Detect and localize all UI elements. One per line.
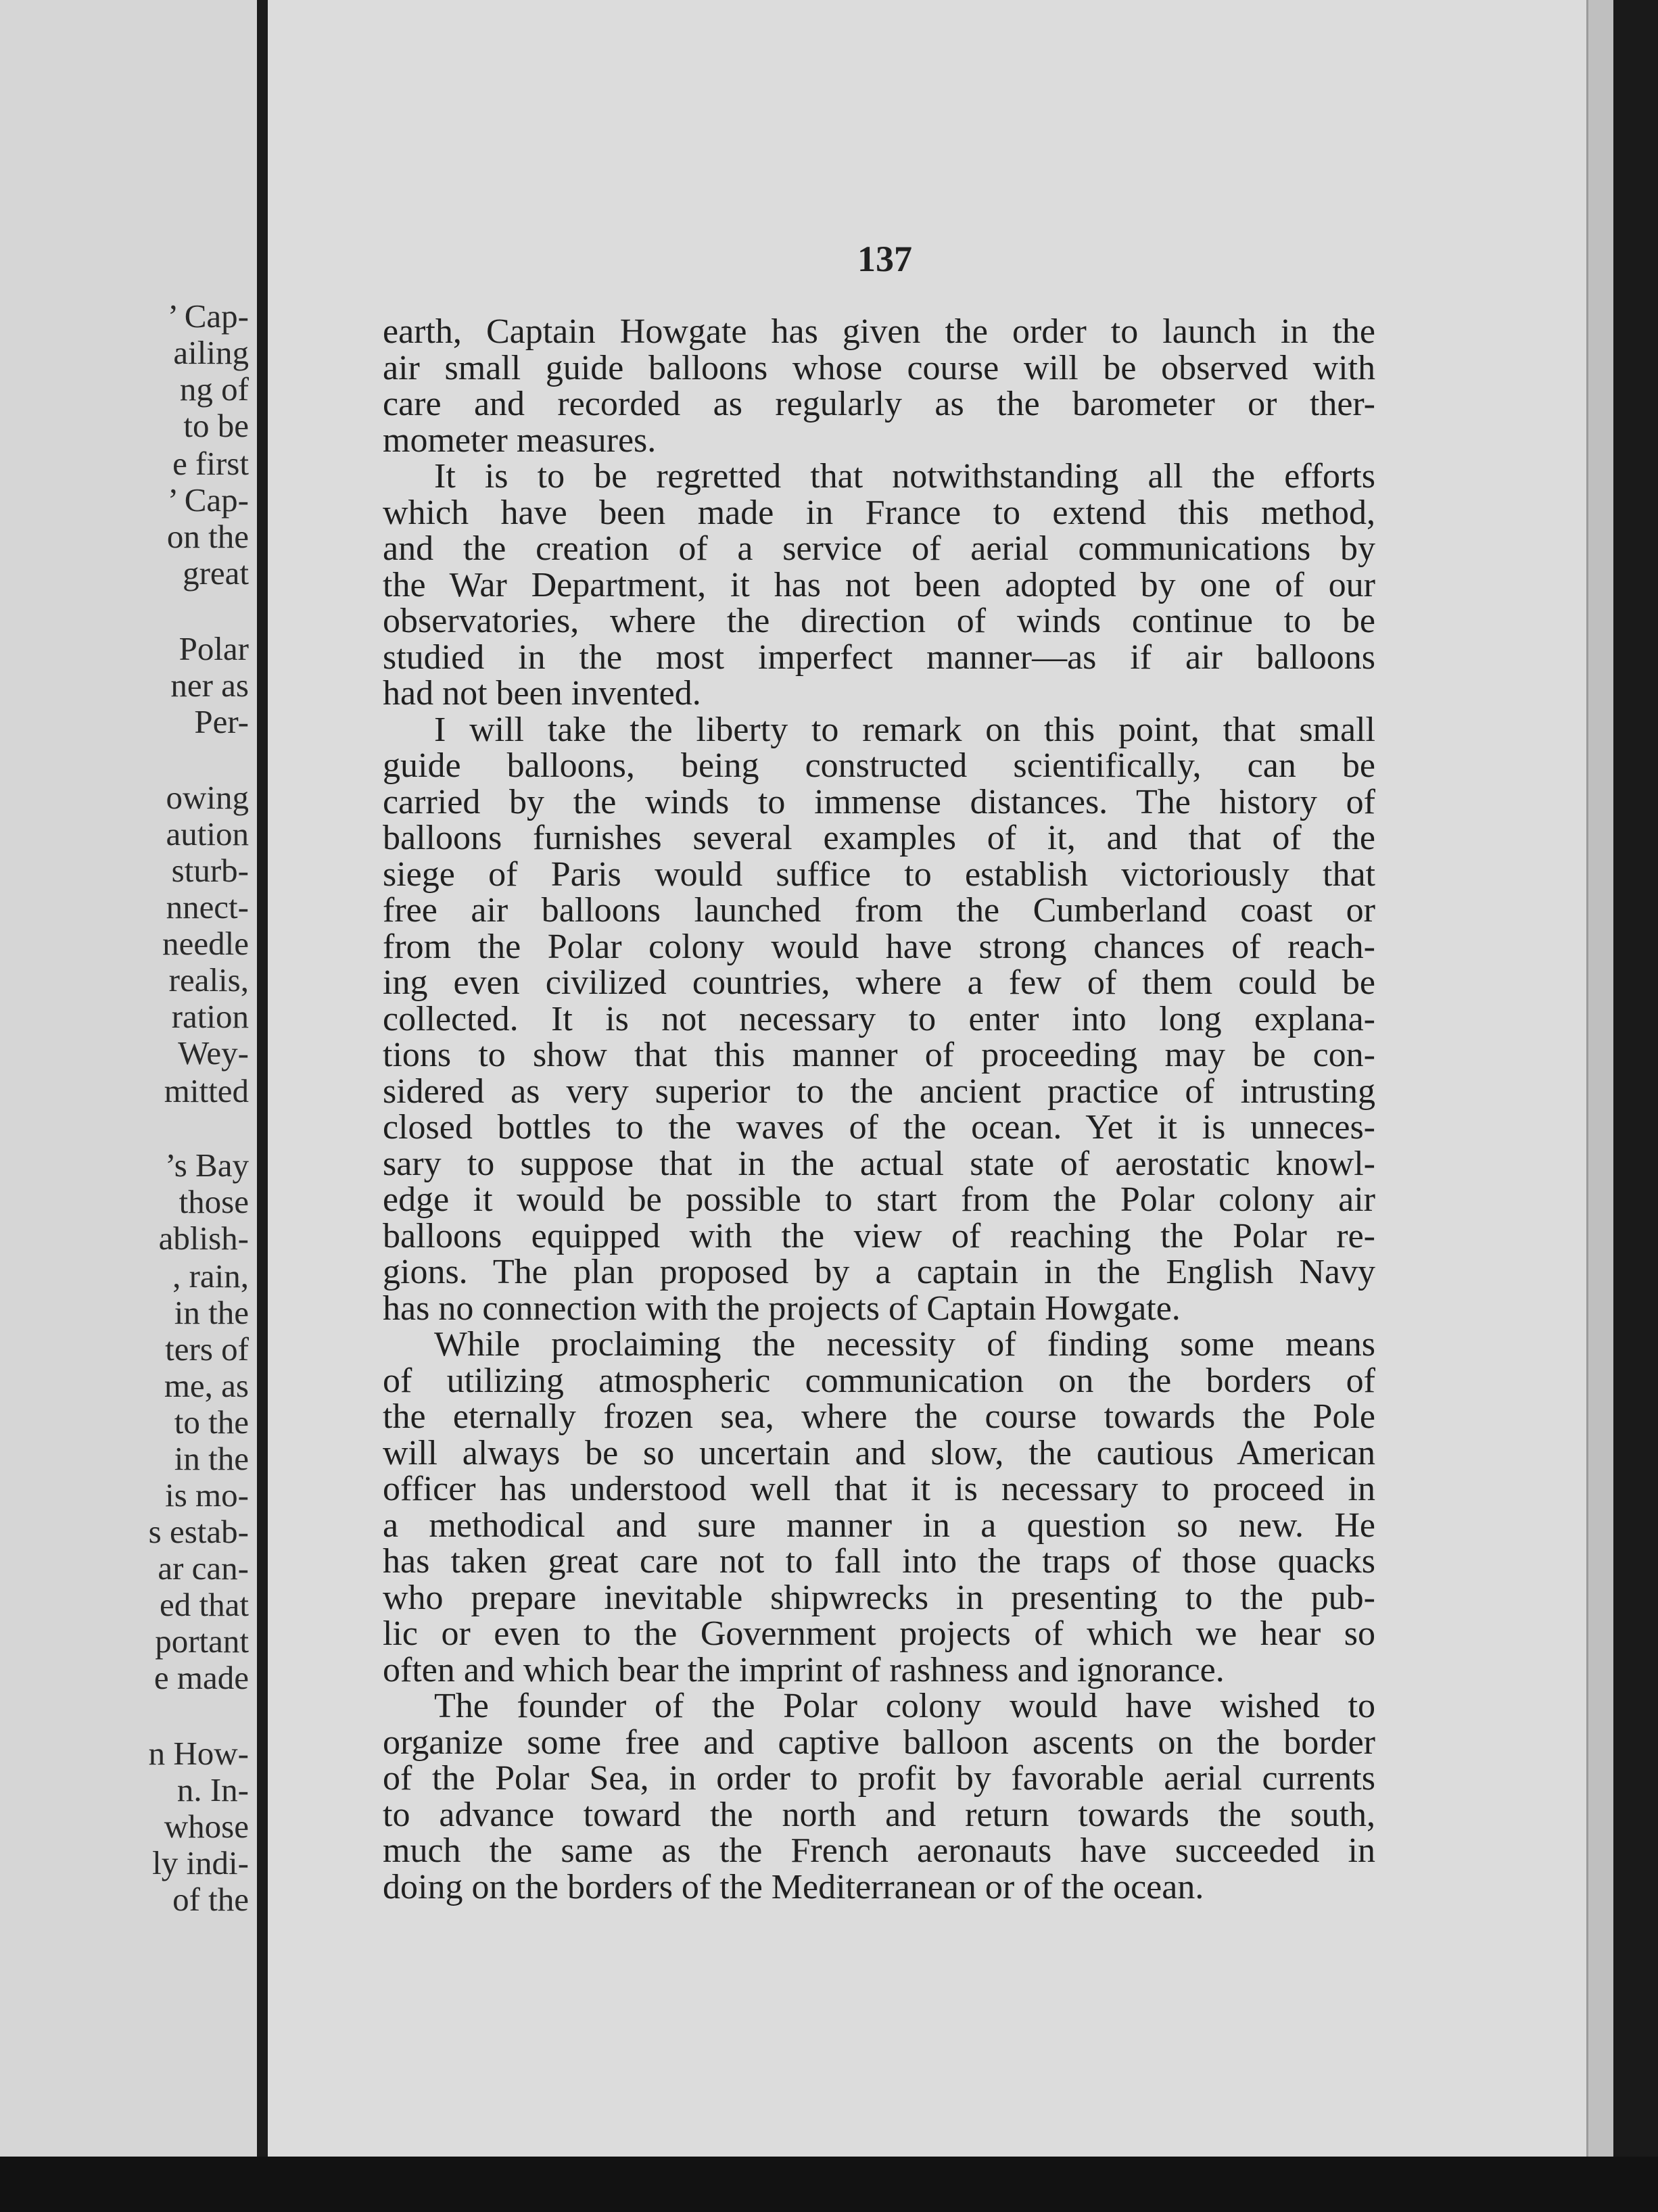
text-line: a methodical and sure manner in a question so new. He [383, 1506, 1375, 1545]
text-line: studied in the most imperfect manner—as if air balloons [383, 638, 1375, 677]
text-line: of utilizing atmospheric communication on the borders of [383, 1361, 1375, 1400]
left-page-line: me, as [164, 1367, 249, 1404]
text-line: collected. It is not necessary to enter into long explana- [383, 999, 1375, 1038]
page-number: 137 [857, 239, 912, 279]
text-line: tions to show that this manner of proceeding may be con- [383, 1036, 1375, 1074]
text-line: edge it would be possible to start from the Polar colony air [383, 1180, 1375, 1219]
left-page-line: owing [166, 779, 249, 816]
left-page-line: Polar [179, 630, 249, 667]
left-page-line: ablish- [158, 1220, 249, 1257]
text-line: balloons equipped with the view of reaching the Polar re- [383, 1216, 1375, 1255]
left-page-line: n How- [148, 1735, 249, 1772]
left-page-line: , rain, [172, 1257, 249, 1295]
text-line: While proclaiming the necessity of finding some means [434, 1325, 1375, 1364]
left-page-line: ration [171, 998, 249, 1035]
left-page-line: ters of [165, 1330, 249, 1368]
page-edge [1586, 0, 1615, 2157]
text-line: the eternally frozen sea, where the course towards the Pole [383, 1397, 1375, 1436]
left-page-fragment [0, 0, 257, 2157]
left-page-line: of the [172, 1881, 249, 1918]
page-gutter [257, 0, 268, 2157]
left-page-line: ’ Cap- [167, 297, 249, 335]
text-line: care and recorded as regularly as the barometer or ther- [383, 385, 1375, 423]
left-page-line: whose [164, 1808, 249, 1845]
left-page-line: portant [155, 1622, 249, 1660]
left-page-line: great [183, 554, 249, 592]
left-page-line: ’s Bay [165, 1147, 249, 1184]
left-page-line: realis, [168, 961, 249, 999]
text-line: The founder of the Polar colony would have wished to [434, 1687, 1375, 1725]
text-line: free air balloons launched from the Cumberland coast or [383, 891, 1375, 930]
text-line: guide balloons, being constructed scientifically, can be [383, 746, 1375, 785]
text-line: the War Department, it has not been adopted by one of our [383, 565, 1375, 604]
text-line: It is to be regretted that notwithstanding all the efforts [434, 457, 1375, 496]
text-line: sidered as very superior to the ancient practice of intrusting [383, 1072, 1375, 1111]
text-line: I will take the liberty to remark on this point, that small [434, 710, 1375, 749]
paragraph [383, 1688, 1375, 1905]
text-line: officer has understood well that it is necessary to proceed in [383, 1470, 1375, 1508]
text-line: closed bottles to the waves of the ocean. Yet it is unneces- [383, 1108, 1375, 1147]
text-line: has taken great care not to fall into the traps of those quacks [383, 1542, 1375, 1581]
left-page-line: to be [183, 407, 249, 444]
left-page-line: those [179, 1183, 249, 1220]
scan-border-right [1613, 0, 1658, 2157]
text-line: to advance toward the north and return towards the south, [383, 1795, 1375, 1834]
text-line: will always be so uncertain and slow, the cautious American [383, 1433, 1375, 1472]
left-page-line: Per- [194, 703, 249, 740]
left-page-line: ’ Cap- [167, 481, 249, 519]
left-page-line: ly indi- [152, 1844, 249, 1881]
text-line: earth, Captain Howgate has given the order to launch in the [383, 312, 1375, 351]
left-page-line: in the [174, 1294, 249, 1331]
text-line: from the Polar colony would have strong chances of reach- [383, 927, 1375, 966]
left-page-line: Wey- [178, 1034, 249, 1072]
text-line: sary to suppose that in the actual state of aerostatic knowl- [383, 1144, 1375, 1183]
text-line: siege of Paris would suffice to establish victoriously that [383, 855, 1375, 894]
left-page-line: to the [174, 1403, 249, 1441]
text-line: organize some free and captive balloon ascents on the border [383, 1723, 1375, 1762]
text-line: and the creation of a service of aerial communications by [383, 529, 1375, 568]
text-line: air small guide balloons whose course will be observed with [383, 348, 1375, 387]
text-line: carried by the winds to immense distances. The history of [383, 782, 1375, 821]
left-page-line: needle [162, 925, 249, 962]
left-page-line: ner as [170, 667, 249, 704]
text-line: lic or even to the Government projects of which we hear so [383, 1614, 1375, 1653]
left-page-line: mitted [164, 1072, 249, 1109]
left-page-line: sturb- [171, 852, 249, 889]
text-line: often and which bear the imprint of rashness and ignorance. [383, 1650, 1225, 1689]
text-line: ing even civilized countries, where a few of them could be [383, 963, 1375, 1002]
left-page-line: ailing [173, 334, 249, 371]
left-page-line: ar can- [158, 1549, 249, 1587]
text-line: who prepare inevitable shipwrecks in presenting to the pub- [383, 1578, 1375, 1617]
paragraph [383, 1326, 1375, 1688]
left-page-line: aution [166, 815, 249, 852]
text-line: of the Polar Sea, in order to profit by favorable aerial currents [383, 1759, 1375, 1798]
left-page-line: n. In- [176, 1771, 249, 1808]
left-page-line: on the [166, 518, 249, 555]
text-line: balloons furnishes several examples of it, and that of the [383, 819, 1375, 857]
paragraph [383, 314, 1375, 458]
left-page-line: e first [172, 445, 249, 482]
paragraph [383, 712, 1375, 1327]
paragraph [383, 458, 1375, 712]
left-page-line: ed that [160, 1586, 249, 1623]
text-line: has no connection with the projects of Captain Howgate. [383, 1289, 1181, 1328]
left-page-line: nnect- [166, 888, 249, 925]
left-page-line: e made [153, 1659, 249, 1696]
text-line: had not been invented. [383, 674, 701, 713]
scan-border-bottom [0, 2157, 1658, 2212]
left-page-line: is mo- [165, 1476, 249, 1514]
left-page-line: ng of [179, 370, 249, 408]
text-line: gions. The plan proposed by a captain in the English Navy [383, 1253, 1375, 1291]
body-text [383, 314, 1375, 1905]
text-line: which have been made in France to extend this method, [383, 493, 1375, 532]
text-line: doing on the borders of the Mediterranean or of the ocean. [383, 1867, 1204, 1906]
left-page-line: s estab- [148, 1513, 249, 1550]
text-line: mometer measures. [383, 420, 657, 460]
text-line: much the same as the French aeronauts have succeeded in [383, 1831, 1375, 1870]
text-line: observatories, where the direction of winds continue to be [383, 602, 1375, 640]
left-page-line: in the [174, 1440, 249, 1477]
